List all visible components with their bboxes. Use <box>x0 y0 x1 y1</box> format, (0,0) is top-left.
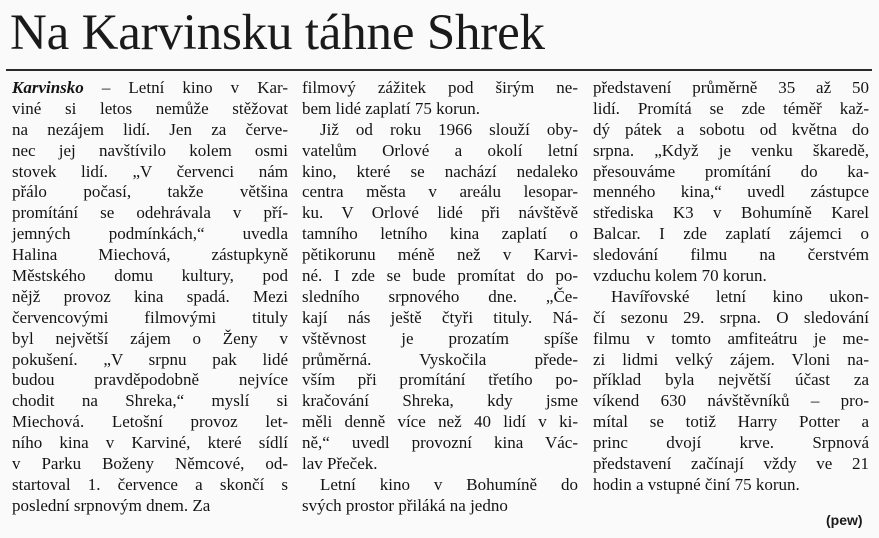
article-column-1 <box>12 78 288 517</box>
article-line: lidí. Promítá se zde téměř kaž- <box>593 98 869 118</box>
article-line: čí sezonu 29. srpna. O sledování <box>593 307 869 327</box>
article-line: víkend 630 návštěvníků – pro- <box>593 391 869 411</box>
article-line: mítal se totiž Harry Potter a <box>593 412 869 432</box>
article-column-2 <box>302 78 578 517</box>
article-line: jemných podmínkách,“ uvedla <box>12 224 288 244</box>
article-line: Balcar. I zde zaplatí zájemci o <box>593 224 869 244</box>
article-line: Již od roku 1966 slouží oby- <box>320 119 578 139</box>
article-line: pokušení. „V srpnu pak lidé <box>12 349 288 369</box>
article-line: kají nás ještě čtyři tituly. Ná- <box>302 307 578 327</box>
article-line: Havířovské letní kino ukon- <box>611 286 869 306</box>
article-line: sledního srpnového dne. „Če- <box>302 286 578 306</box>
article-line: srpna. „Když je venku škaredě, <box>593 140 869 160</box>
article-line: princ dvojí krve. Srpnová <box>593 433 869 453</box>
article-line: startoval 1. července a skončí s <box>12 474 288 494</box>
article-line: v Parku Boženy Němcové, od- <box>12 454 288 474</box>
article-line: ku. V Orlové lidé při návštěvě <box>302 203 578 223</box>
article-line: ního kina v Karviné, které sídlí <box>12 433 288 453</box>
article-line: sledování filmu na čerstvém <box>593 245 869 265</box>
article-line: Letní kino v Bohumíně do <box>320 474 578 494</box>
article-line: filmový zážitek pod širým ne- <box>302 78 578 97</box>
article-line: přesouváme promítání do ka- <box>593 161 869 181</box>
article-line: červencovými filmovými tituly <box>12 307 288 327</box>
headline-rule <box>6 69 872 71</box>
article-line: lav Přeček. <box>302 454 378 474</box>
dateline: Karvinsko <box>12 78 84 97</box>
article-line: centra města v areálu lesopar- <box>302 182 578 202</box>
article-line: zi lidmi velký zájem. Vloni na- <box>593 349 869 369</box>
article-line: průměrná. Vyskočila přede- <box>302 349 578 369</box>
article-line: vším při promítání třetího po- <box>302 370 578 390</box>
article-line-text: – Letní kino v Kar- <box>83 78 288 97</box>
article-line: poslední srpnovým dnem. Za <box>12 495 211 515</box>
article-line: filmu v tomto amfiteátru je me- <box>593 328 869 348</box>
article-line: představení průměrně 35 až 50 <box>593 78 869 97</box>
article-line: vštěvnost je prozatím spíše <box>302 328 578 348</box>
article-line: né. I zde se bude promítat do po- <box>302 266 578 286</box>
article-line: dý pátek a sobotu od května do <box>593 119 869 139</box>
article-line: představení začínají vždy ve 21 <box>593 454 869 474</box>
article-line: byl největší zájem o Ženy v <box>12 328 288 348</box>
article-line: nějž provoz kina spadá. Mezi <box>12 286 288 306</box>
article-line: měli denně více než 40 lidí v ki- <box>302 412 578 432</box>
article-line: hodin a vstupné činí 75 korun. <box>593 474 800 494</box>
article-line: střediska K3 v Bohumíně Karel <box>593 203 869 223</box>
article-line: příklad byla největší účast za <box>593 370 869 390</box>
article-line: bem lidé zaplatí 75 korun. <box>302 98 480 118</box>
author-signature: (pew) <box>826 512 863 528</box>
article-line: na nezájem lidí. Jen za červe- <box>12 119 288 139</box>
article-line: vzduchu kolem 70 korun. <box>593 266 767 286</box>
article-line: pětikorunu méně než v Karvi- <box>302 245 578 265</box>
article-line: kračování Shreka, kdy jsme <box>302 391 578 411</box>
article-line: promítání se odehrávala v pří- <box>12 203 288 223</box>
article-line: viné si letos nemůže stěžovat <box>12 98 288 118</box>
article-line: tamního letního kina zaplatí o <box>302 224 578 244</box>
headline: Na Karvinsku táhne Shrek <box>10 5 545 61</box>
article-line: kino, které se nachází nedaleko <box>302 161 578 181</box>
article-line: Miechová. Letošní provoz let- <box>12 412 288 432</box>
article-line: Halina Miechová, zástupkyně <box>12 245 288 265</box>
article-line <box>12 78 288 99</box>
article-line: stovek lidí. „V červenci nám <box>12 161 288 181</box>
article-line: svých prostor přiláká na jedno <box>302 495 508 515</box>
article-column-3 <box>593 78 869 496</box>
article-line: menného kina,“ uvedl zástupce <box>593 182 869 202</box>
article-line: vatelům Orlové a okolí letní <box>302 140 578 160</box>
article-line: budou pravděpodobně nejvíce <box>12 370 288 390</box>
article-line: ně,“ uvedl provozní kina Vác- <box>302 433 578 453</box>
article-line: chodit na Shreka,“ myslí si <box>12 391 288 411</box>
article-line: Městského domu kultury, pod <box>12 266 288 286</box>
article-line: přálo počasí, takže většina <box>12 182 288 202</box>
article-line: nec jej navštívilo kolem osmi <box>12 140 288 160</box>
